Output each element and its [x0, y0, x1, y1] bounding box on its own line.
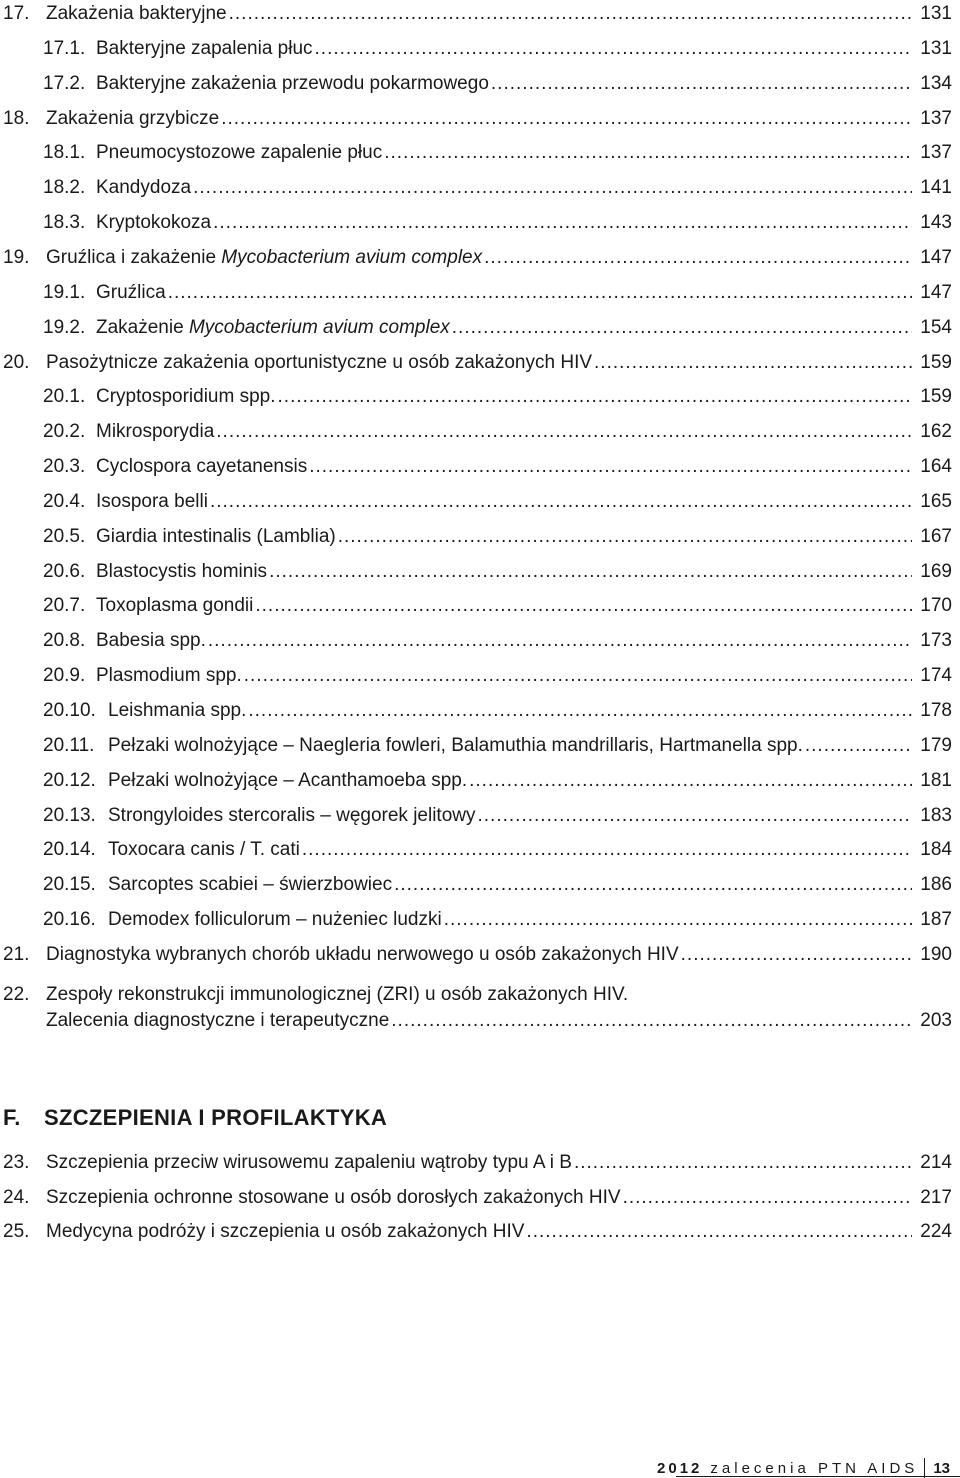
- toc-entry-line: [96, 489, 912, 515]
- dot-leader: [221, 106, 912, 132]
- toc-entry: [0, 559, 960, 593]
- toc-entry-number: 17.: [3, 3, 30, 24]
- toc-entry-22-continuation: [0, 1008, 960, 1042]
- toc-entry-title: Zakażenia bakteryjne: [46, 3, 227, 24]
- toc-entry-page: 131: [920, 3, 952, 24]
- toc-entry-title: Leishmania spp.: [108, 700, 247, 721]
- dot-leader: [278, 384, 912, 410]
- toc-entry-title: Sarcoptes scabiei – świerzbowiec: [108, 874, 393, 896]
- toc-entry-number: 19.2.: [43, 316, 86, 338]
- toc-entry-page: 159: [920, 386, 952, 408]
- dot-leader: [244, 663, 912, 689]
- dot-leader: [208, 628, 912, 654]
- dot-leader: [309, 454, 912, 480]
- toc-entry-number: 20.: [3, 351, 30, 373]
- toc-entry-title: [96, 315, 452, 341]
- toc-entry-page: 170: [920, 595, 952, 617]
- toc-entry-number: 20.5.: [43, 525, 86, 547]
- toc-entry: [0, 384, 960, 418]
- toc-entry: [0, 350, 960, 384]
- footer-rule: [676, 1476, 960, 1477]
- toc-entry-number: 24.: [3, 1186, 30, 1208]
- toc-entry-title-line2: Zalecenia diagnostyczne i terapeutyczne: [46, 1010, 390, 1031]
- toc-entry-page: 162: [920, 421, 952, 443]
- toc-entry-page: 174: [920, 665, 952, 687]
- dot-leader: [269, 559, 912, 585]
- toc-entry-line: [46, 1185, 912, 1211]
- toc-entry-title-italic: Mycobacterium avium complex: [221, 246, 483, 268]
- toc-entry: [0, 1219, 960, 1253]
- toc-entry-title: Plasmodium spp.: [96, 665, 242, 687]
- section-heading-f: [3, 1105, 387, 1131]
- toc-entry: [0, 698, 960, 732]
- toc-entry-page: 190: [920, 943, 952, 965]
- toc-entry-title: Babesia spp.: [96, 630, 206, 652]
- toc-entry-page: 147: [920, 246, 952, 268]
- toc-entry-line: [96, 559, 912, 585]
- page-footer: [657, 1458, 950, 1478]
- dot-leader: [526, 1219, 912, 1245]
- dot-leader: [210, 489, 912, 515]
- toc-entry: [0, 837, 960, 871]
- toc-entry-title: Blastocystis hominis: [96, 560, 268, 582]
- toc-entry-title: Toxoplasma gondii: [96, 595, 254, 617]
- toc-entry-line: [96, 175, 912, 201]
- toc-entry-line: [108, 733, 912, 759]
- toc-entry-title: Pasożytnicze zakażenia oportunistyczne u osób zakażonych HIV: [46, 351, 593, 373]
- dot-leader: [193, 175, 912, 201]
- dot-leader: [213, 210, 912, 236]
- toc-entry-title: Bakteryjne zakażenia przewodu pokarmowego: [96, 72, 489, 94]
- toc-entry: [0, 1150, 960, 1184]
- toc-entry-page: 173: [920, 630, 952, 652]
- toc-entry-page: 167: [920, 525, 952, 547]
- toc-entry-title: Isospora belli: [96, 490, 208, 512]
- toc-entry-number: 23.: [3, 1152, 30, 1173]
- toc-entry-number: 17.2.: [43, 72, 86, 94]
- toc-entry-line: [46, 245, 912, 271]
- dot-leader: [391, 1008, 912, 1034]
- toc-entry: [0, 315, 960, 349]
- toc-entry-number: 20.13.: [43, 804, 96, 826]
- toc-entry-line: [96, 71, 912, 97]
- toc-entry-line: [96, 280, 912, 306]
- toc-entry-line: [96, 315, 912, 341]
- toc-entry-number: 20.4.: [43, 490, 86, 512]
- toc-entry-title: Pełzaki wolnożyjące – Naegleria fowleri, Balamuthia mandrillaris, Hartmanella spp.: [108, 734, 803, 756]
- toc-entry: [0, 942, 960, 976]
- toc-entry: [0, 524, 960, 558]
- toc-entry-title-line1: Zespoły rekonstrukcji immunologicznej (ZRI) u osób zakażonych HIV.: [46, 984, 629, 1005]
- toc-entry-line: [96, 140, 912, 166]
- toc-entry-line: [96, 524, 912, 550]
- section-letter: F.: [3, 1105, 21, 1130]
- toc-entry-title-plain: Gruźlica i zakażenie: [46, 246, 222, 268]
- toc-entry-page: 186: [920, 874, 952, 896]
- dot-leader: [594, 350, 912, 376]
- toc-entry: [0, 907, 960, 941]
- toc-entry-number: 20.15.: [43, 874, 96, 896]
- toc-entry-title: Szczepienia ochronne stosowane u osób dorosłych zakażonych HIV: [46, 1186, 621, 1208]
- toc-entry-title: Diagnostyka wybranych chorób układu nerwowego u osób zakażonych HIV: [46, 943, 679, 965]
- dot-leader: [491, 71, 912, 97]
- toc-entry-page: 181: [920, 769, 952, 791]
- toc-entry-line: [46, 1150, 912, 1176]
- toc-entry-number: 19.1.: [43, 281, 86, 303]
- dot-leader: [484, 245, 912, 271]
- toc-entry-page: 134: [920, 72, 952, 94]
- toc-entry: [0, 1, 960, 35]
- toc-entry: [0, 872, 960, 906]
- toc-entry-page: 137: [920, 107, 952, 129]
- toc-entry-line: [108, 907, 912, 933]
- toc-entry-title-plain: Zakażenie: [96, 316, 189, 338]
- dot-leader: [248, 698, 912, 724]
- toc-entry-title: Bakteryjne zapalenia płuc: [96, 37, 313, 59]
- footer-page-number: 13: [933, 1459, 950, 1477]
- toc-entry-page: 137: [920, 142, 952, 164]
- toc-entry: [0, 210, 960, 244]
- toc-entry-page: 131: [920, 37, 952, 59]
- toc-entry-number: 20.10.: [43, 700, 96, 721]
- toc-entry-number: 25.: [3, 1221, 30, 1242]
- toc-entry-line: [96, 419, 912, 445]
- toc-entry-line: [96, 384, 912, 410]
- toc-entry-line: [46, 350, 912, 376]
- toc-entry-page: 224: [920, 1221, 952, 1242]
- toc-entry-line: [108, 698, 912, 724]
- dot-leader: [338, 524, 912, 550]
- toc-entry-page: 147: [920, 281, 952, 303]
- toc-entry-title: Cryptosporidium spp.: [96, 386, 276, 408]
- toc-entry-line: [96, 593, 912, 619]
- dot-leader: [478, 803, 913, 829]
- toc-entry-page: 164: [920, 456, 952, 478]
- footer-separator: [924, 1458, 925, 1478]
- toc-entry-title: Toxocara canis / T. cati: [108, 839, 300, 861]
- toc-entry-line: [46, 1008, 912, 1034]
- dot-leader: [623, 1185, 912, 1211]
- dot-leader: [444, 907, 912, 933]
- toc-entry: [0, 803, 960, 837]
- toc-entry-line: [96, 36, 912, 62]
- toc-entry-number: 20.2.: [43, 421, 86, 443]
- footer-brand: zalecenia PTN AIDS: [710, 1459, 919, 1477]
- dot-leader: [394, 872, 912, 898]
- toc-entry: [0, 1185, 960, 1219]
- toc-entry: [0, 593, 960, 627]
- toc-entry-title: Pełzaki wolnożyjące – Acanthamoeba spp.: [108, 769, 468, 791]
- toc-entry-page: 179: [920, 734, 952, 756]
- toc-entry-page: 154: [920, 316, 952, 338]
- dot-leader: [315, 36, 912, 62]
- toc-entry-title: Cyclospora cayetanensis: [96, 456, 308, 478]
- toc-entry-number: 21.: [3, 943, 30, 965]
- toc-entry-title: Strongyloides stercoralis – węgorek jelitowy: [108, 804, 476, 826]
- toc-entry-page: 169: [920, 560, 952, 582]
- dot-leader: [574, 1150, 912, 1176]
- toc-entry-title: Demodex folliculorum – nużeniec ludzki: [108, 909, 442, 931]
- toc-entry: [0, 628, 960, 662]
- toc-entry-page: 183: [920, 804, 952, 826]
- toc-entry: [0, 454, 960, 488]
- dot-leader: [469, 768, 912, 794]
- toc-entry-number: 22.: [3, 984, 30, 1005]
- footer-year: 2012: [657, 1459, 703, 1477]
- toc-entry-page: 203: [920, 1010, 952, 1031]
- toc-entry-page: 214: [920, 1152, 952, 1173]
- toc-entry-line: [46, 942, 912, 968]
- toc-entry-number: 18.1.: [43, 142, 86, 164]
- dot-leader: [168, 280, 912, 306]
- toc-entry-number: 18.2.: [43, 177, 86, 199]
- toc-entry: [0, 245, 960, 279]
- toc-entry: [0, 280, 960, 314]
- toc-entry-number: 20.3.: [43, 456, 86, 478]
- toc-entry-line: [46, 1, 912, 27]
- toc-entry-page: 184: [920, 839, 952, 861]
- toc-entry: [0, 419, 960, 453]
- toc-entry-line: [96, 210, 912, 236]
- toc-entry-page: 143: [920, 212, 952, 234]
- dot-leader: [452, 315, 912, 341]
- toc-entry-line: [96, 628, 912, 654]
- toc-entry-title: Pneumocystozowe zapalenie płuc: [96, 142, 383, 164]
- toc-entry-page: 217: [920, 1186, 952, 1208]
- toc-entry: [0, 36, 960, 70]
- toc-entry-line: [96, 663, 912, 689]
- toc-entry-number: 20.16.: [43, 909, 96, 931]
- toc-entry-number: 20.6.: [43, 560, 86, 582]
- toc-entry-number: 18.3.: [43, 212, 86, 234]
- toc-entry-title: Gruźlica: [96, 281, 166, 303]
- toc-entry-number: 20.7.: [43, 595, 86, 617]
- toc-entry-title: [46, 245, 484, 271]
- toc-entry: [0, 71, 960, 105]
- dot-leader: [681, 942, 912, 968]
- toc-entry-line: [108, 872, 912, 898]
- section-title: SZCZEPIENIA I PROFILAKTYKA: [44, 1105, 388, 1130]
- toc-entry-line: [108, 803, 912, 829]
- toc-entry-title-italic: Mycobacterium avium complex: [188, 316, 450, 338]
- toc-entry-number: 18.: [3, 107, 30, 129]
- dot-leader: [302, 837, 912, 863]
- toc-entry: [0, 663, 960, 697]
- toc-entry: [0, 768, 960, 802]
- toc-entry: [0, 489, 960, 523]
- dot-leader: [384, 140, 912, 166]
- toc-entry-number: 20.9.: [43, 665, 86, 687]
- toc-entry-line: [96, 454, 912, 480]
- dot-leader: [216, 419, 912, 445]
- dot-leader: [255, 593, 912, 619]
- toc-entry: [0, 733, 960, 767]
- toc-entry-page: 159: [920, 351, 952, 373]
- toc-entry-number: 20.1.: [43, 386, 86, 408]
- toc-entry-line: [46, 1219, 912, 1245]
- toc-entry-line: [108, 768, 912, 794]
- toc-entry-page: 165: [920, 490, 952, 512]
- toc-entry-number: 20.11.: [43, 734, 95, 756]
- toc-entry-title: Giardia intestinalis (Lamblia): [96, 525, 336, 547]
- toc-entry: [0, 175, 960, 209]
- toc-entry-number: 20.14.: [43, 839, 96, 861]
- toc-entry: [0, 140, 960, 174]
- toc-entry-page: 187: [920, 909, 952, 931]
- toc-entry-title: Szczepienia przeciw wirusowemu zapaleniu wątroby typu A i B: [46, 1152, 572, 1173]
- toc-entry-number: 19.: [3, 246, 30, 268]
- toc-entry-title: Medycyna podróży i szczepienia u osób zakażonych HIV: [46, 1221, 525, 1242]
- toc-entry-title: Kandydoza: [96, 177, 192, 199]
- toc-entry-title: Mikrosporydia: [96, 421, 215, 443]
- toc-entry-number: 17.1.: [43, 37, 86, 59]
- toc-entry-title: Kryptokokoza: [96, 212, 212, 234]
- toc-entry-title: Zakażenia grzybicze: [46, 107, 220, 129]
- toc-entry: [0, 106, 960, 140]
- toc-entry-line: [46, 106, 912, 132]
- toc-entry-page: 178: [920, 700, 952, 721]
- toc-entry-number: 20.12.: [43, 769, 96, 791]
- toc-entry-page: 141: [920, 177, 952, 199]
- toc-entry-line: [108, 837, 912, 863]
- toc-entry-number: 20.8.: [43, 630, 86, 652]
- dot-leader: [805, 733, 912, 759]
- dot-leader: [229, 1, 912, 27]
